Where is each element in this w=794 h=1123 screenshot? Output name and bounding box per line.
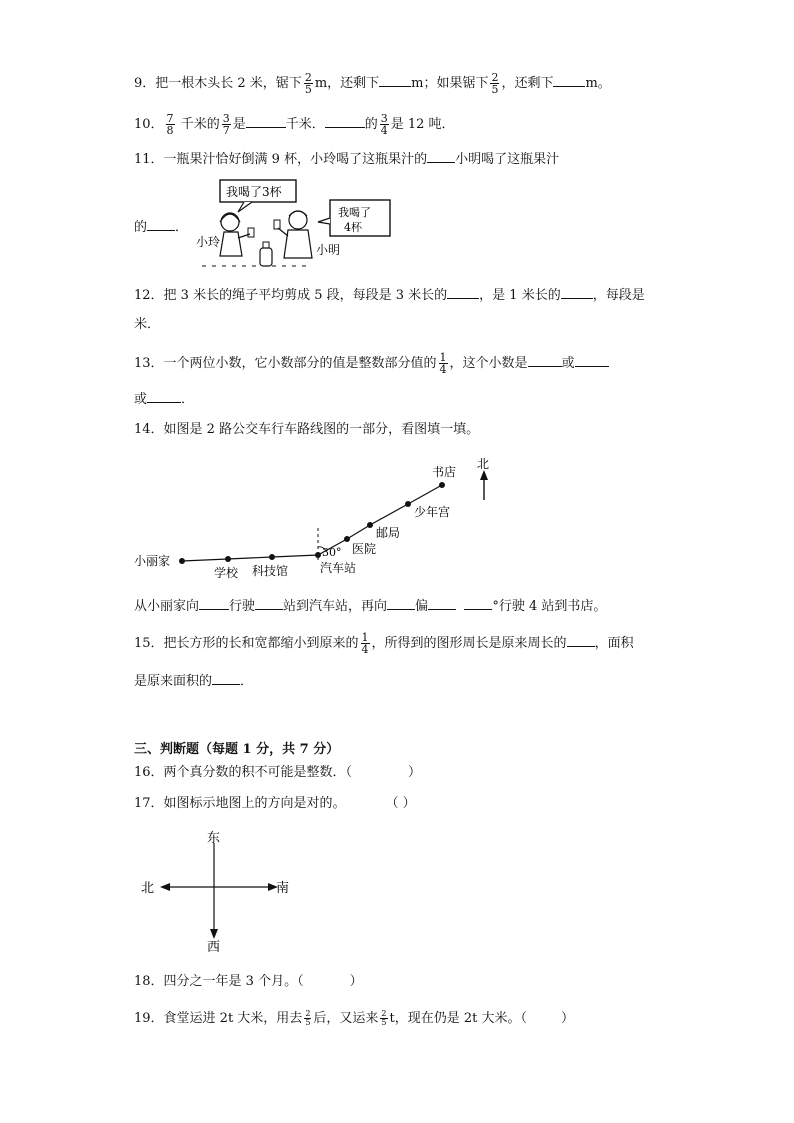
girl-name: 小玲 [196,235,221,249]
bubble-2-line2: 4杯 [344,221,362,234]
question-10: 10． $\frac{7}{8}$ 千米的 $\frac{3}{7}$ 是 千米． 的 $\frac{3}{4}$ 是 12 吨． [134,112,455,137]
answer-blank[interactable] [387,597,415,610]
answer-blank[interactable] [147,218,175,231]
question-19: 19．食堂运进 2t 大米，用去 $\frac{2}{5}$ 后，又运来 $\frac{2}{5}$ t，现在仍是 2t 大米。（ ） [134,1009,575,1027]
label-south: 南 [276,881,290,896]
question-13: 13．一个两位小数，它小数部分的值是整数部分值的 $\frac{1}{4}$ ，这个小数是 或 [134,352,609,375]
fraction: $\frac{7}{8}$ [166,112,174,137]
bubble-1-text: 我喝了3杯 [226,185,282,199]
boy-name: 小明 [316,243,341,257]
juice-bottle [260,248,272,266]
bus-route-map [130,450,510,585]
question-16: 16．两个真分数的积不可能是整数．（ ） [134,765,422,780]
answer-blank[interactable] [447,286,479,299]
fraction: $\frac{1}{4}$ [361,631,369,656]
direction-diagram [138,825,298,955]
label-bus-station: 汽车站 [320,561,357,575]
answer-blank[interactable] [553,74,585,87]
answer-blank[interactable] [199,597,229,610]
answer-blank[interactable] [325,115,365,128]
label-post: 邮局 [376,526,401,540]
q9-text: 9．把一根木头长 2 米，锯下 [134,76,302,91]
answer-blank[interactable] [212,672,240,685]
label-school: 学校 [214,566,239,580]
answer-blank[interactable] [379,74,411,87]
answer-paren[interactable]: （ ） [385,796,416,811]
question-12: 12．把 3 米长的绳子平均剪成 5 段，每段是 3 米长的 ，是 1 米长的 ，每段是 [134,288,645,303]
answer-blank[interactable] [428,597,456,610]
label-north: 北 [477,457,490,471]
question-9: 9．把一根木头长 2 米，锯下 $\frac{2}{5}$ m，还剩下 m；如果锯下 $\frac{2}{5}$ ，还剩下 m。 [134,71,611,96]
girl-head [221,213,239,231]
question-15: 15．把长方形的长和宽都缩小到原来的 $\frac{1}{4}$ ，所得到的图形周长是原来周长的 ，面积 [134,631,634,656]
fraction: $\frac{3}{7}$ [222,112,230,137]
question-14-fill: 从小丽家向 行驶 站到汽车站，再向 偏 °行驶 4 站到书店。 [134,599,607,614]
answer-blank[interactable] [561,286,593,299]
answer-blank[interactable] [528,354,562,367]
answer-blank[interactable] [427,150,455,163]
fraction: $\frac{3}{4}$ [380,112,388,137]
fraction: $\frac{2}{5}$ [381,1009,387,1027]
juice-illustration [192,178,402,270]
label-tech: 科技馆 [252,564,289,578]
answer-blank[interactable] [147,390,181,403]
bubble-2-line1: 我喝了 [338,206,371,219]
label-angle: 30° [322,546,342,559]
label-hospital: 医院 [352,542,377,556]
label-west: 西 [207,940,221,955]
fraction: $\frac{1}{4}$ [439,351,447,376]
answer-blank[interactable] [567,634,595,647]
label-book: 书店 [432,465,457,479]
question-18: 18．四分之一年是 3 个月。（ ） [134,974,363,989]
fraction: $\frac{2}{5}$ [304,71,312,96]
answer-blank[interactable] [246,115,286,128]
fraction: $\frac{2}{5}$ [305,1009,311,1027]
question-14: 14．如图是 2 路公交车行车路线图的一部分，看图填一填。 [134,422,480,437]
answer-blank[interactable] [464,597,492,610]
question-11-cont: 的 ． [134,220,189,235]
answer-blank[interactable] [255,597,283,610]
question-13-cont: 或 ． [134,392,195,407]
label-north: 北 [141,881,155,896]
route-line [182,485,442,561]
fraction: $\frac{2}{5}$ [491,71,499,96]
question-12-cont: 米． [134,317,161,332]
question-15-cont: 是原来面积的 ． [134,674,254,689]
question-17: 17．如图标示地图上的方向是对的。 （ ） [134,796,416,811]
answer-blank[interactable] [575,354,609,367]
question-11: 11．一瓶果汁恰好倒满 9 杯，小玲喝了这瓶果汁的 小明喝了这瓶果汁 [134,152,560,167]
label-home: 小丽家 [134,554,171,568]
label-youth: 少年宫 [414,505,451,519]
label-east: 东 [207,831,221,846]
section-heading: 三、判断题（每题 1 分，共 7 分） [134,742,340,757]
